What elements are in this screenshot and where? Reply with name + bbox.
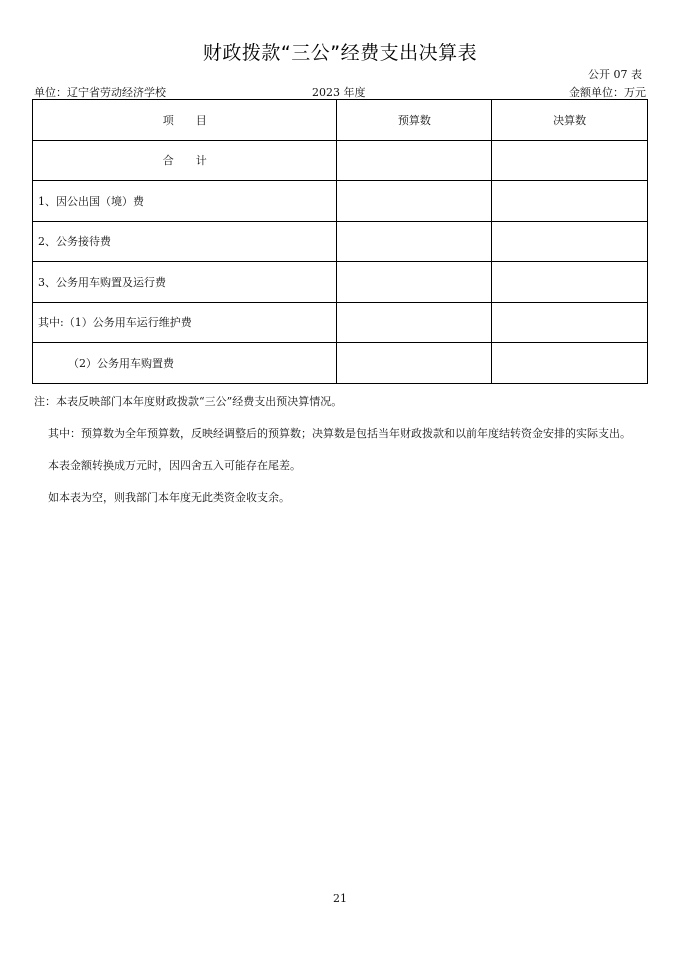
budget-cell: [337, 262, 492, 303]
row-label: 其中:（1）公务用车运行维护费: [33, 302, 337, 343]
header-item: 项 目: [33, 100, 337, 141]
header-budget: 预算数: [337, 100, 492, 141]
notes: [34, 394, 654, 522]
final-cell: [492, 302, 648, 343]
row-label: 3、公务用车购置及运行费: [33, 262, 337, 303]
final-cell: [492, 140, 648, 181]
page-number: 21: [333, 892, 347, 905]
row-label: 2、公务接待费: [33, 221, 337, 262]
budget-cell: [337, 302, 492, 343]
table-header-row: [33, 100, 648, 141]
note-line: 如本表为空，则我部门本年度无此类资金收支余。: [48, 491, 290, 504]
meta-row: [34, 84, 646, 98]
money-unit-label: 金额单位：万元: [569, 86, 646, 99]
budget-cell: [337, 140, 492, 181]
note-line: 注：本表反映部门本年度财政拨款“三公”经费支出预决算情况。: [34, 395, 343, 408]
final-cell: [492, 262, 648, 303]
note-line: 其中：预算数为全年预算数，反映经调整后的预算数；决算数是包括当年财政拨款和以前年度结转资金安排的实际支出。: [48, 427, 631, 440]
final-cell: [492, 221, 648, 262]
row-label: 1、因公出国（境）费: [33, 181, 337, 222]
budget-cell: [337, 221, 492, 262]
year-label: 2023 年度: [312, 86, 366, 99]
table-row: [33, 343, 648, 384]
form-code: 公开 07 表: [588, 68, 642, 81]
table-row: [33, 302, 648, 343]
row-label: （2）公务用车购置费: [33, 343, 337, 384]
header-final: 决算数: [492, 100, 648, 141]
final-cell: [492, 181, 648, 222]
table-row: [33, 221, 648, 262]
note-line: 本表金额转换成万元时，因四舍五入可能存在尾差。: [48, 459, 301, 472]
table-row: [33, 181, 648, 222]
row-label: 合 计: [33, 140, 337, 181]
budget-cell: [337, 181, 492, 222]
unit-label: 单位：辽宁省劳动经济学校: [34, 86, 166, 99]
final-cell: [492, 343, 648, 384]
budget-cell: [337, 343, 492, 384]
table-row-total: [33, 140, 648, 181]
table-row: [33, 262, 648, 303]
page-title: 财政拨款“三公”经费支出决算表: [202, 42, 478, 64]
three-public-expenses-table: [32, 99, 648, 384]
